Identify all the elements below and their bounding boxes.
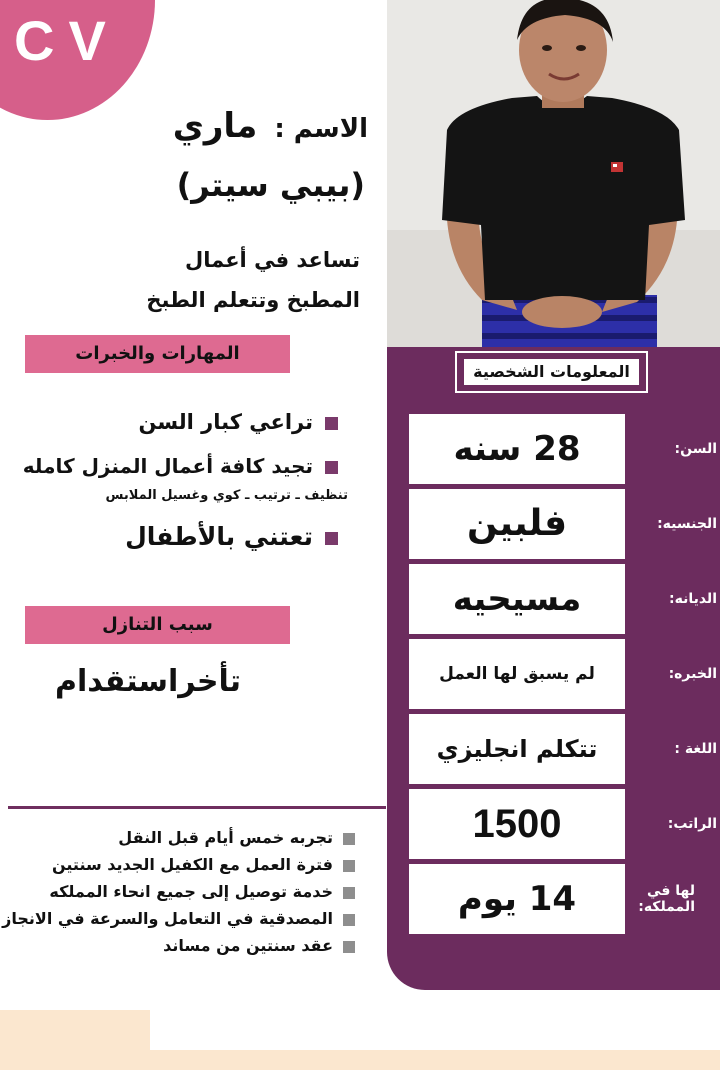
note-text: المصدقية في التعامل والسرعة في الانجاز: [2, 909, 333, 928]
info-row-days-in-kingdom: [409, 864, 720, 934]
skills-list: [8, 410, 348, 562]
note-text: تجربه خمس أيام قبل النقل: [118, 828, 333, 847]
bullet-square-icon: [325, 532, 338, 545]
bullet-square-icon: [343, 941, 355, 953]
note-item: [2, 905, 355, 932]
info-value: تتكلم انجليزي: [409, 714, 625, 784]
info-label: الراتب:: [667, 816, 717, 832]
skill-item: [8, 454, 338, 488]
divider: [8, 806, 386, 809]
info-value: 14 يوم: [409, 864, 625, 934]
skill-item: [8, 410, 338, 454]
skill-text: تراعي كبار السن: [138, 410, 313, 434]
skill-item: [8, 522, 338, 562]
note-item: [2, 878, 355, 905]
info-label: السن:: [674, 441, 717, 457]
info-row-experience: [409, 639, 720, 709]
personal-info-title-frame: [455, 351, 648, 393]
name-value: ماري: [172, 106, 258, 146]
bullet-square-icon: [343, 887, 355, 899]
bottom-band-white: [150, 1010, 720, 1050]
info-value: مسيحيه: [409, 564, 625, 634]
skill-text: تجيد كافة أعمال المنزل كامله: [22, 454, 313, 478]
name-label: الاسم :: [274, 114, 368, 144]
cv-badge-text: CV: [14, 9, 120, 72]
personal-info-title: المعلومات الشخصية: [464, 359, 639, 385]
bottom-band: [0, 1010, 720, 1070]
note-text: فترة العمل مع الكفيل الجديد سنتين: [52, 855, 333, 874]
info-row-age: [409, 414, 720, 484]
bullet-square-icon: [325, 417, 338, 430]
info-row-salary: [409, 789, 720, 859]
info-value: لم يسبق لها العمل: [409, 639, 625, 709]
info-label: الخبره:: [668, 666, 717, 682]
note-item: [2, 851, 355, 878]
reason-value: تأخراستقدام: [55, 664, 242, 699]
skill-sub-note: تنظيف ـ ترتيب ـ كوي وغسيل الملابس: [105, 488, 348, 503]
info-label: الديانه:: [668, 591, 717, 607]
description-line-1: تساعد في أعمال: [185, 248, 360, 272]
info-value: 1500: [409, 789, 625, 859]
note-text: عقد سنتين من مساند: [163, 936, 333, 955]
info-row-language: [409, 714, 720, 784]
skills-section-title: المهارات والخبرات: [25, 335, 290, 373]
description-line-2: المطبخ وتتعلم الطبخ: [146, 288, 360, 312]
bullet-square-icon: [343, 833, 355, 845]
person-illustration: [387, 0, 720, 347]
info-value: 28 سنه: [409, 414, 625, 484]
name-line: [173, 106, 368, 146]
info-value: فلبين: [409, 489, 625, 559]
note-item: [2, 824, 355, 851]
info-label: لها في المملكه:: [638, 883, 695, 915]
bullet-square-icon: [325, 461, 338, 474]
info-label: اللغة :: [674, 741, 717, 757]
nickname: (بيبي سيتر): [176, 166, 365, 204]
note-item: [2, 932, 355, 959]
info-row-nationality: [409, 489, 720, 559]
info-row-religion: [409, 564, 720, 634]
note-text: خدمة توصيل إلى جميع انحاء المملكه: [49, 882, 333, 901]
reason-section-title: سبب التنازل: [25, 606, 290, 644]
skill-text: تعتني بالأطفال: [125, 522, 313, 551]
notes-list: [2, 824, 355, 959]
info-label: الجنسيه:: [657, 516, 717, 532]
bullet-square-icon: [343, 860, 355, 872]
bullet-square-icon: [343, 914, 355, 926]
profile-photo: [387, 0, 720, 347]
